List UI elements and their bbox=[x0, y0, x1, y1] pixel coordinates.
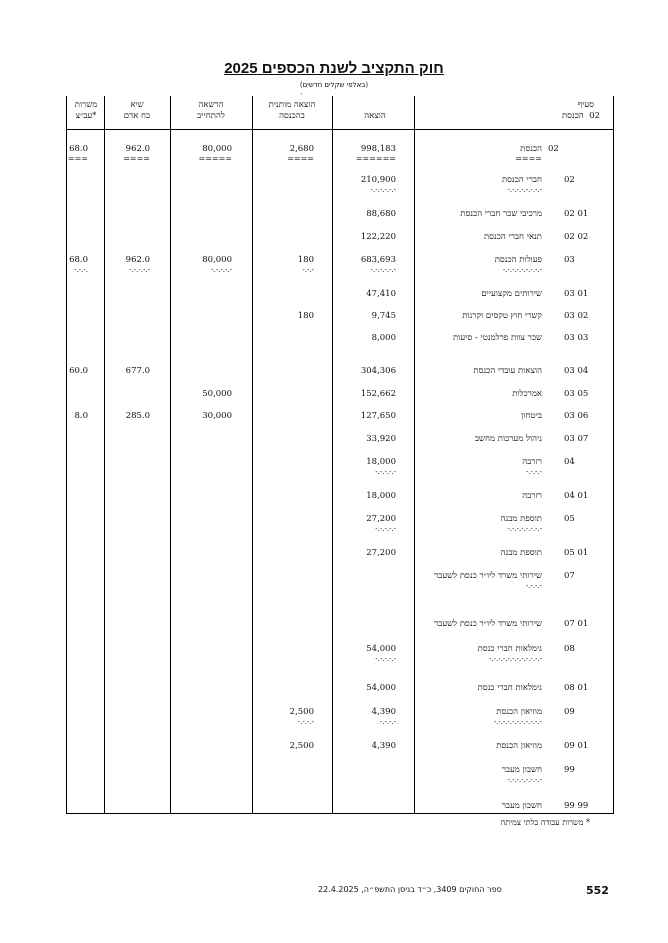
cell-name: שירותים מקצועיים bbox=[481, 289, 542, 299]
cell-code: 08 01 bbox=[564, 683, 589, 693]
cell-expense: 54,000 bbox=[366, 683, 396, 693]
cell-name: מוזיאון הכנסת -.-.-.-.-.-.-.-.-.-.- bbox=[432, 707, 542, 726]
cell-expense: 152,662 bbox=[360, 389, 396, 399]
cell-name: מוזיאון הכנסת bbox=[496, 741, 542, 751]
header-positions: משרות עב״צ* bbox=[74, 100, 98, 121]
cell-name: רזרבה bbox=[522, 491, 542, 501]
cell-expense: 304,306 bbox=[360, 366, 396, 376]
cell-commitment-underline: -.-.-.-.- bbox=[211, 266, 232, 274]
cell-code: 03 06 bbox=[564, 411, 589, 421]
header-section-name: הכנסת bbox=[561, 111, 584, 121]
cell-code: 05 bbox=[564, 514, 575, 524]
page-subtitle: (באלפי שקלים חדשים) bbox=[299, 81, 369, 89]
cell-expense: 47,410 bbox=[366, 289, 396, 299]
col-line-right bbox=[613, 96, 614, 814]
cell-manpower-underline: -.-.-.-.- bbox=[129, 266, 150, 274]
cell-code: 99 bbox=[564, 765, 575, 775]
cell-name-underline: -.-.-.-.-.-.-.- bbox=[507, 186, 542, 194]
cell-code: 03 bbox=[564, 255, 575, 265]
cell-conditional-underline: -.-.- bbox=[302, 266, 314, 274]
cell-name: אמרכלות bbox=[512, 389, 542, 399]
cell-positions: 60.0 bbox=[69, 366, 88, 376]
cell-expense: 18,000 bbox=[366, 491, 396, 501]
header-commitment: הרשאה להתחייב bbox=[197, 100, 225, 121]
cell-expense: 33,920 bbox=[366, 434, 396, 444]
cell-expense: 27,200 bbox=[366, 548, 396, 558]
cell-name: קשרי חוץ טקסים וקרנות bbox=[462, 311, 542, 321]
cell-code: 03 05 bbox=[564, 389, 589, 399]
cell-code: 02 01 bbox=[564, 209, 589, 219]
cell-commitment: 80,000 -.-.-.-.- bbox=[152, 255, 232, 274]
cell-code: 02 02 bbox=[564, 232, 589, 242]
cell-name: תוספת מבנה -.-.-.-.-.-.-.- bbox=[432, 514, 542, 533]
cell-expense: 54,000 -.-.-.-.- bbox=[306, 644, 396, 663]
cell-expense-underline: -.-.-.-.- bbox=[375, 468, 396, 476]
page-number: 552 bbox=[586, 884, 609, 897]
cell-code: 09 01 bbox=[564, 741, 589, 751]
cell-manpower: 962.0 ==== bbox=[70, 144, 150, 163]
cell-name-underline: ==== bbox=[515, 154, 542, 163]
cell-name-underline: -.-.-.- bbox=[525, 582, 542, 590]
header-manpower: שיא כח אדם bbox=[123, 100, 151, 121]
cell-name: ביטחון bbox=[521, 411, 542, 421]
cell-expense: 127,650 bbox=[360, 411, 396, 421]
cell-code: 03 04 bbox=[564, 366, 589, 376]
cell-conditional: 2,500 bbox=[289, 741, 314, 751]
cell-code: 03 01 bbox=[564, 289, 589, 299]
cell-name: גימלאות חברי כנסת bbox=[477, 683, 542, 693]
col-line-left bbox=[66, 96, 67, 814]
header-mark: · bbox=[300, 90, 303, 99]
cell-expense: 18,000 -.-.-.-.- bbox=[306, 457, 396, 476]
cell-name: תנאי חברי הכנסת bbox=[483, 232, 542, 242]
cell-name: מרכיבי שכר חברי הכנסת bbox=[460, 209, 542, 219]
cell-expense-underline: ====== bbox=[355, 154, 396, 163]
cell-conditional: 180 bbox=[297, 311, 314, 321]
cell-code: 04 bbox=[564, 457, 575, 467]
cell-expense-underline: -.-.-.- bbox=[379, 718, 396, 726]
cell-expense: 4,390 -.-.-.- bbox=[306, 707, 396, 726]
cell-expense: 210,900 -.-.-.-.-.- bbox=[306, 175, 396, 194]
cell-code: 09 bbox=[564, 707, 575, 717]
cell-expense: 998,183 ====== bbox=[306, 144, 396, 163]
cell-name: פעולות הכנסת -.-.-.-.-.-.-.-.- bbox=[432, 255, 542, 274]
cell-positions-underline: === bbox=[67, 154, 88, 163]
header-section-code: 02 bbox=[589, 111, 600, 121]
cell-expense: 27,200 -.-.-.-.- bbox=[306, 514, 396, 533]
cell-name: הוצאות עובדי הכנסת bbox=[473, 366, 542, 376]
header-divider bbox=[66, 129, 614, 130]
cell-name: רזרבה -.-.-.- bbox=[432, 457, 542, 476]
cell-name: שירותי משרד ליו״ר כנסת לשעבר -.-.-.- bbox=[432, 571, 542, 590]
cell-commitment: 30,000 bbox=[202, 411, 232, 421]
cell-code: 08 bbox=[564, 644, 575, 654]
cell-name: תוספת מבנה bbox=[500, 548, 542, 558]
cell-positions: 68.0 -.-.-. bbox=[28, 255, 88, 274]
cell-expense: 88,680 bbox=[366, 209, 396, 219]
cell-code: 07 bbox=[564, 571, 575, 581]
cell-conditional: 180 -.-.- bbox=[234, 255, 314, 274]
cell-conditional-underline: ==== bbox=[287, 154, 314, 163]
cell-positions: 8.0 bbox=[74, 411, 88, 421]
cell-manpower-underline: ==== bbox=[123, 154, 150, 163]
cell-name: שכר צוות פרלמנטי - סיעות bbox=[452, 333, 542, 343]
page-title: חוק התקציב לשנת הכספים 2025 bbox=[224, 60, 444, 77]
cell-manpower: 677.0 bbox=[125, 366, 150, 376]
cell-name: חשבון מעבר -.-.-.-.-.-.-.- bbox=[432, 765, 542, 784]
cell-conditional-underline: -.-.-.- bbox=[297, 718, 314, 726]
cell-expense: 4,390 bbox=[371, 741, 396, 751]
cell-code: 03 07 bbox=[564, 434, 589, 444]
cell-expense: 8,000 bbox=[371, 333, 396, 343]
cell-manpower: 962.0 -.-.-.-.- bbox=[70, 255, 150, 274]
cell-code: 07 01 bbox=[564, 619, 589, 629]
col-line-manpower bbox=[170, 96, 171, 814]
cell-commitment-underline: ===== bbox=[198, 154, 232, 163]
header-conditional: הוצאה מותנית בהכנסה bbox=[268, 100, 316, 121]
cell-expense-underline: -.-.-.-.- bbox=[375, 655, 396, 663]
cell-expense-underline: -.-.-.-.-.- bbox=[370, 266, 396, 274]
col-line-expense bbox=[414, 96, 415, 814]
footnote: * משרות עבודה בלתי צמיתה bbox=[500, 818, 590, 827]
cell-code: 02 bbox=[564, 175, 575, 185]
cell-name-underline: -.-.-.-.-.-.-.-.- bbox=[502, 266, 542, 274]
cell-code: 04 01 bbox=[564, 491, 589, 501]
cell-expense-underline: -.-.-.-.- bbox=[375, 525, 396, 533]
cell-positions: 68.0 === bbox=[28, 144, 88, 163]
cell-name-underline: -.-.-.- bbox=[525, 468, 542, 476]
cell-name-underline: -.-.-.-.-.-.-.-.-.-.-.- bbox=[489, 655, 542, 663]
cell-code: 02 bbox=[548, 144, 559, 154]
col-line-positions bbox=[104, 96, 105, 814]
table-bottom bbox=[66, 813, 614, 814]
cell-expense: 683,693 -.-.-.-.-.- bbox=[306, 255, 396, 274]
cell-name: גימלאות חברי כנסת -.-.-.-.-.-.-.-.-.-.-.- bbox=[432, 644, 542, 663]
cell-expense: 9,745 bbox=[371, 311, 396, 321]
cell-expense: 122,220 bbox=[360, 232, 396, 242]
cell-name: שירותי משרד ליו״ר כנסת לשעבר bbox=[434, 619, 542, 629]
cell-commitment: 50,000 bbox=[202, 389, 232, 399]
header-section bbox=[420, 100, 600, 122]
cell-expense-underline: -.-.-.-.-.- bbox=[370, 186, 396, 194]
cell-code: 99 99 bbox=[564, 801, 589, 811]
cell-code: 03 02 bbox=[564, 311, 589, 321]
cell-name: הכנסת ==== bbox=[432, 144, 542, 163]
cell-name-underline: -.-.-.-.-.-.-.-.-.-.- bbox=[493, 718, 542, 726]
cell-conditional: 2,680 ==== bbox=[234, 144, 314, 163]
cell-name-underline: -.-.-.-.-.-.-.- bbox=[507, 776, 542, 784]
cell-code: 03 03 bbox=[564, 333, 589, 343]
cell-conditional: 2,500 -.-.-.- bbox=[234, 707, 314, 726]
cell-positions-underline: -.-.-. bbox=[74, 266, 88, 274]
footer-publication: ספר החוקים 3409, כ״ד בניסן התשפ״ה, 22.4.2025 bbox=[318, 885, 502, 894]
cell-name-underline: -.-.-.-.-.-.-.- bbox=[507, 525, 542, 533]
cell-name: חברי הכנסת -.-.-.-.-.-.-.- bbox=[432, 175, 542, 194]
header-section-top: סעיף bbox=[577, 100, 594, 110]
cell-name: ניהול מערכות מחשב bbox=[474, 434, 542, 444]
cell-commitment: 80,000 ===== bbox=[152, 144, 232, 163]
cell-manpower: 285.0 bbox=[125, 411, 150, 421]
header-expense: הוצאה bbox=[364, 111, 386, 121]
cell-code: 05 01 bbox=[564, 548, 589, 558]
cell-name: חשבון מעבר bbox=[501, 801, 542, 811]
